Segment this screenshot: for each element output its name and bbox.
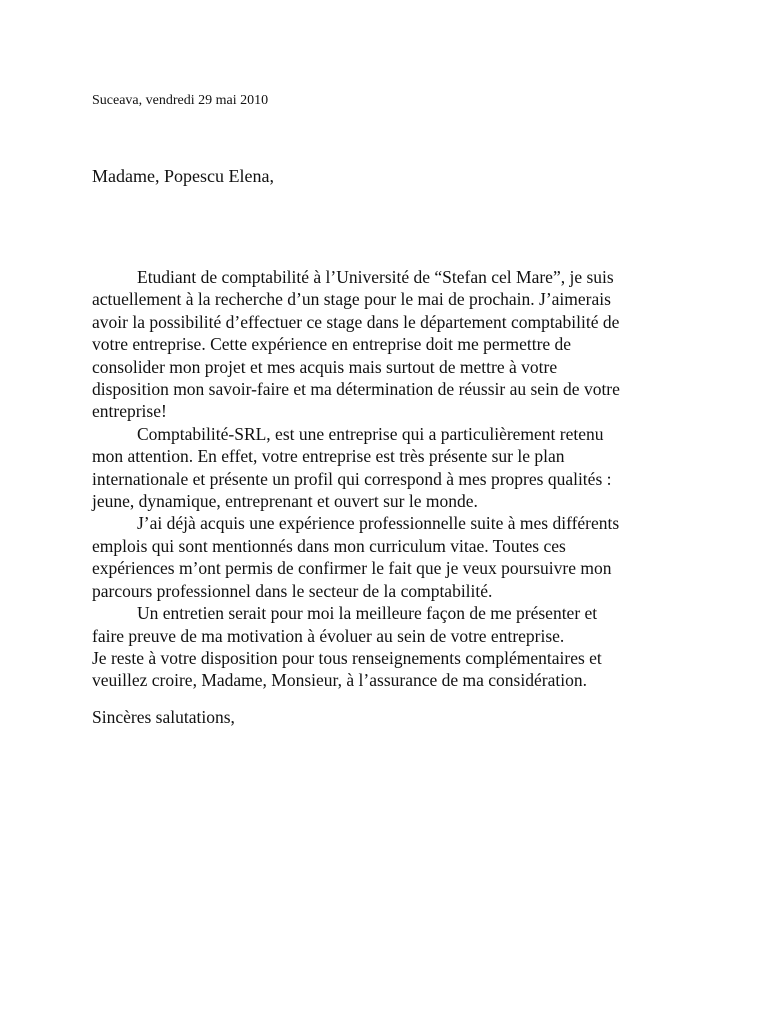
body-line: parcours professionnel dans le secteur de la comptabilité. [92,580,493,601]
body-line: internationale et présente un profil qui correspond à mes propres qualités : [92,468,612,489]
body-line: jeune, dynamique, entreprenant et ouvert sur le monde. [92,491,478,512]
body-line: avoir la possibilité d’effectuer ce stage dans le département comptabilité de [92,311,620,332]
body-line: consolider mon projet et mes acquis mais surtout de mettre à votre [92,356,558,377]
body-line: veuillez croire, Madame, Monsieur, à l’assurance de ma considération. [92,670,587,691]
body-line: Je reste à votre disposition pour tous renseignements complémentaires et [92,647,602,668]
body-line: Comptabilité-SRL, est une entreprise qui a particulièrement retenu [137,423,604,444]
body-line: faire preuve de ma motivation à évoluer au sein de votre entreprise. [92,625,565,646]
body-line: J’ai déjà acquis une expérience professionnelle suite à mes différents [137,513,620,534]
body-line: disposition mon savoir-faire et ma détermination de réussir au sein de votre [92,379,620,400]
letter-salutation: Madame, Popescu Elena, [92,166,274,186]
letter-date: Suceava, vendredi 29 mai 2010 [92,93,269,108]
body-line: expériences m’ont permis de confirmer le fait que je veux poursuivre mon [92,558,612,579]
body-line: emplois qui sont mentionnés dans mon curriculum vitae. Toutes ces [92,535,566,556]
body-line: entreprise! [92,401,167,422]
letter-body [92,266,692,692]
body-line: mon attention. En effet, votre entreprise est très présente sur le plan [92,446,565,467]
body-line: votre entreprise. Cette expérience en entreprise doit me permettre de [92,334,572,355]
letter-closing: Sincères salutations, [92,707,235,727]
body-line: Un entretien serait pour moi la meilleure façon de me présenter et [137,603,598,624]
body-line: Etudiant de comptabilité à l’Université de “Stefan cel Mare”, je suis [137,267,614,287]
body-line: actuellement à la recherche d’un stage pour le mai de prochain. J’aimerais [92,289,611,310]
